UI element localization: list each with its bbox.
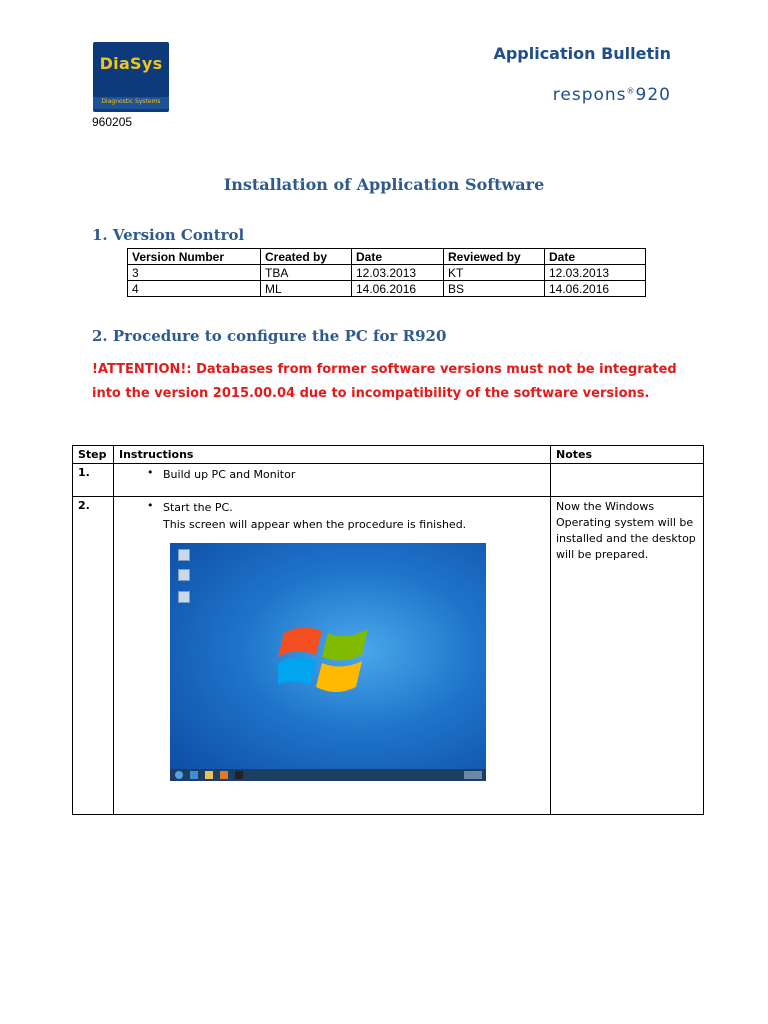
bullet: • bbox=[147, 499, 154, 512]
steps-table bbox=[72, 445, 704, 815]
version-cell: TBA bbox=[261, 265, 352, 281]
version-cell: 4 bbox=[128, 281, 261, 297]
ie-icon bbox=[190, 771, 198, 779]
logo-subtitle: Diagnostic Systems bbox=[101, 98, 161, 105]
attention-warning: !ATTENTION!: Databases from former software versions must not be integrated into the version 2015.00.04 due to incompatibility of the software versions. bbox=[92, 362, 677, 401]
diasys-logo bbox=[93, 42, 169, 112]
version-cell: 12.03.2013 bbox=[352, 265, 444, 281]
windows-desktop-screenshot bbox=[170, 543, 486, 781]
recycle-bin-icon bbox=[178, 549, 190, 561]
version-cell: 3 bbox=[128, 265, 261, 281]
step-number: 1. bbox=[73, 464, 114, 497]
windows-logo-icon bbox=[278, 615, 374, 701]
table-row bbox=[73, 464, 704, 497]
steps-table-header bbox=[73, 446, 704, 464]
start-button-icon bbox=[175, 771, 183, 779]
step-instructions bbox=[114, 464, 551, 497]
version-cell: 14.06.2016 bbox=[545, 281, 646, 297]
instruction-text: Build up PC and Monitor bbox=[163, 468, 296, 481]
steps-header-step: Step bbox=[73, 446, 114, 464]
step-notes bbox=[551, 464, 704, 497]
product-name bbox=[553, 85, 671, 105]
instruction-item bbox=[119, 499, 545, 533]
logo-text: DiaSys bbox=[99, 54, 163, 73]
version-header-cell: Date bbox=[352, 249, 444, 265]
product-registered: ® bbox=[626, 86, 636, 96]
step-notes: Now the Windows Operating system will be installed and the desktop will be prepared. bbox=[551, 497, 704, 815]
folder-icon bbox=[205, 771, 213, 779]
version-cell: KT bbox=[444, 265, 545, 281]
step-number: 2. bbox=[73, 497, 114, 815]
version-cell: 12.03.2013 bbox=[545, 265, 646, 281]
instruction-text-block bbox=[163, 499, 466, 533]
section-version-control-heading: 1. Version Control bbox=[92, 226, 245, 244]
table-row bbox=[73, 497, 704, 815]
version-header-cell: Date bbox=[545, 249, 646, 265]
version-header-cell: Version Number bbox=[128, 249, 261, 265]
clock-icon bbox=[464, 771, 482, 779]
step-instructions bbox=[114, 497, 551, 815]
document-number: 960205 bbox=[92, 115, 133, 129]
document-title: Installation of Application Software bbox=[223, 175, 545, 194]
instruction-text: Start the PC. bbox=[163, 501, 233, 514]
version-table bbox=[127, 248, 646, 297]
media-player-icon bbox=[220, 771, 228, 779]
version-header-cell: Created by bbox=[261, 249, 352, 265]
terminal-icon bbox=[235, 771, 243, 779]
bullet: • bbox=[147, 466, 154, 479]
product-number: 920 bbox=[635, 85, 671, 105]
version-table-row bbox=[128, 281, 646, 297]
version-table-header bbox=[128, 249, 646, 265]
product-text: respons bbox=[552, 85, 627, 105]
version-table-row bbox=[128, 265, 646, 281]
version-cell: BS bbox=[444, 281, 545, 297]
instruction-text: This screen will appear when the procedure is finished. bbox=[163, 518, 467, 531]
version-cell: 14.06.2016 bbox=[352, 281, 444, 297]
version-header-cell: Reviewed by bbox=[444, 249, 545, 265]
instruction-item bbox=[119, 466, 545, 483]
section-procedure-heading: 2. Procedure to configure the PC for R920 bbox=[92, 327, 447, 345]
bulletin-label: Application Bulletin bbox=[493, 44, 671, 63]
taskbar bbox=[170, 769, 486, 781]
desktop-shortcut-icon bbox=[178, 569, 190, 581]
desktop-shortcut-icon bbox=[178, 591, 190, 603]
steps-header-notes: Notes bbox=[551, 446, 704, 464]
steps-header-instructions: Instructions bbox=[114, 446, 551, 464]
version-cell: ML bbox=[261, 281, 352, 297]
